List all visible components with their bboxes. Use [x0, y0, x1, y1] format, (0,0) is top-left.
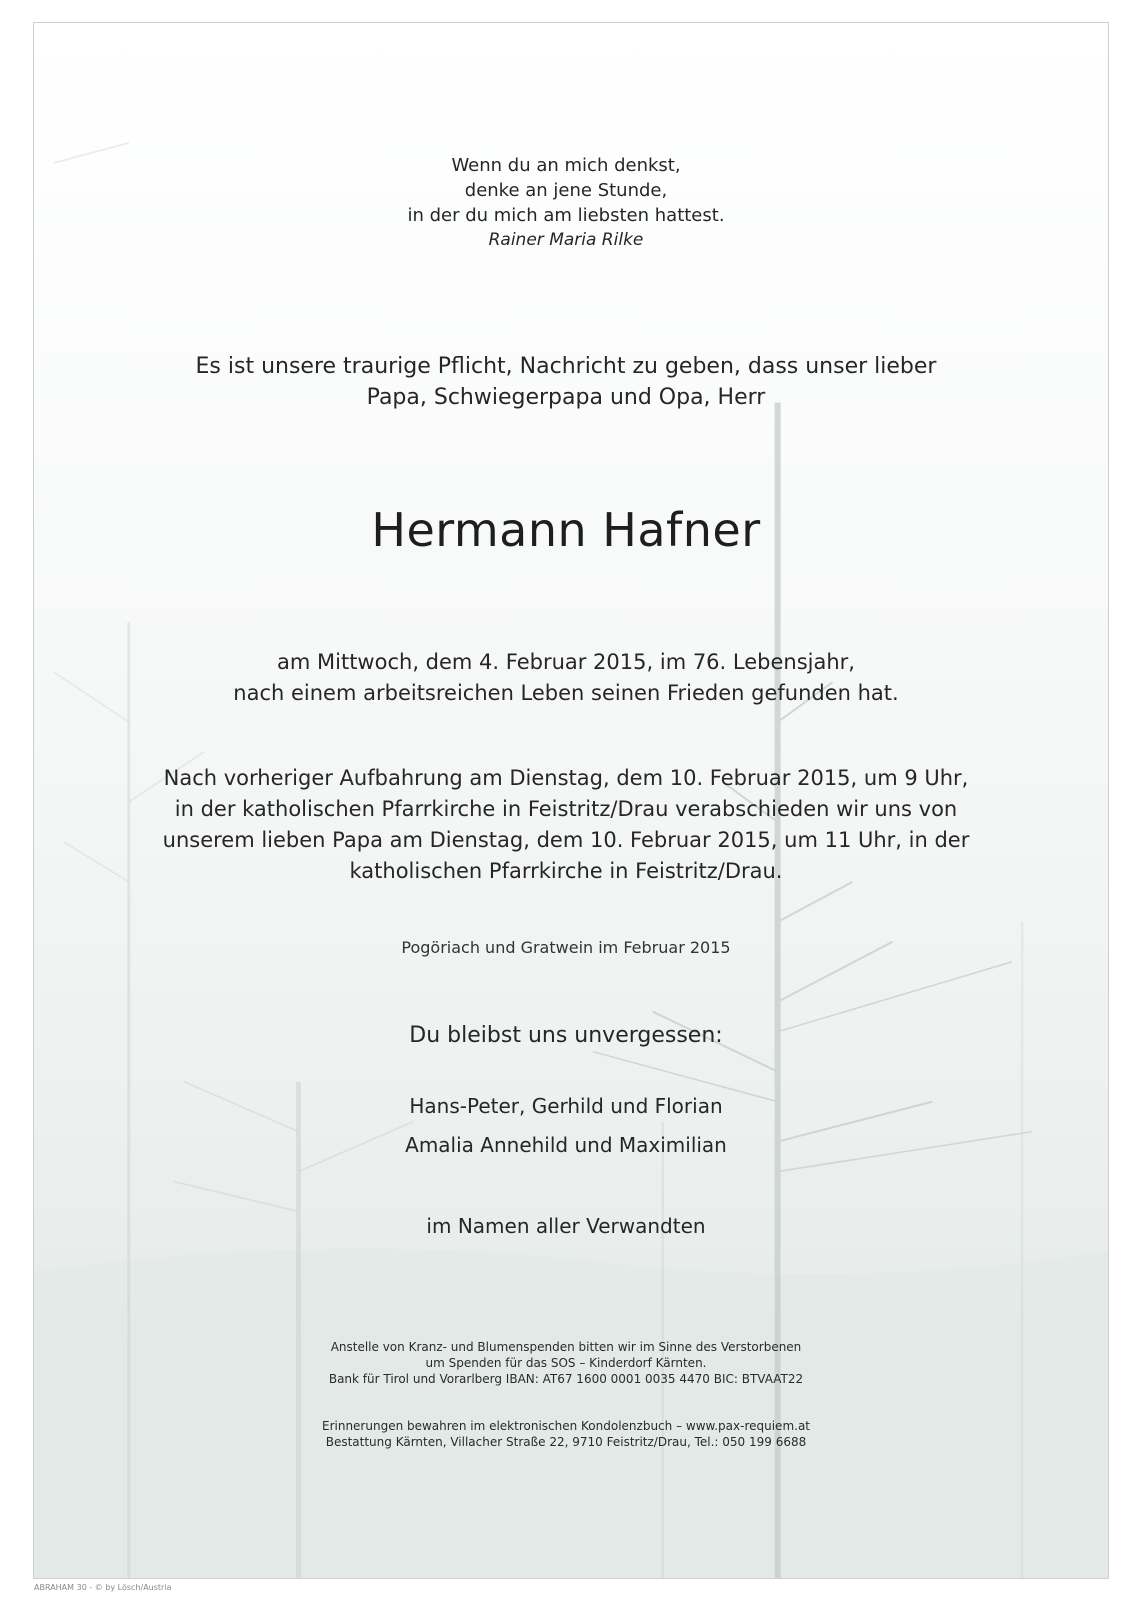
funeral-info-line-2: in der katholischen Pfarrkirche in Feistritz/Drau verabschieden wir uns von: [174, 797, 958, 821]
quote-line-2: denke an jene Stunde,: [464, 180, 668, 201]
funeral-info-line-3: unserem lieben Papa am Dienstag, dem 10. Februar 2015, um 11 Uhr, in der: [162, 828, 970, 852]
quote-line-1: Wenn du an mich denkst,: [451, 155, 681, 176]
relatives-line: im Namen aller Verwandten: [426, 1214, 706, 1238]
publisher-mark: ABRAHAM 30 - © by Lösch/Austria: [34, 1583, 172, 1592]
family-line-2: Amalia Annehild und Maximilian: [405, 1133, 727, 1157]
intro-line-2: Papa, Schwiegerpapa und Opa, Herr: [366, 385, 766, 410]
donation-line-3: Bank für Tirol und Vorarlberg IBAN: AT67 1600 0001 0035 4470 BIC: BTVAAT22: [328, 1372, 804, 1386]
donation-line-2: um Spenden für das SOS – Kinderdorf Kärnten.: [425, 1356, 707, 1370]
deceased-name: Hermann Hafner: [371, 503, 761, 557]
family-line-1: Hans-Peter, Gerhild und Florian: [409, 1094, 723, 1118]
funeral-info-line-1: Nach vorheriger Aufbahrung am Dienstag, dem 10. Februar 2015, um 9 Uhr,: [163, 766, 969, 790]
death-notice-line-2: nach einem arbeitsreichen Leben seinen Frieden gefunden hat.: [233, 681, 899, 705]
intro-line-1: Es ist unsere traurige Pflicht, Nachricht zu geben, dass unser lieber: [195, 354, 937, 379]
quote-line-3: in der du mich am liebsten hattest.: [407, 205, 725, 226]
funeral-info-line-4: katholischen Pfarrkirche in Feistritz/Drau.: [349, 859, 783, 883]
contact-line-1: Erinnerungen bewahren im elektronischen Kondolenzbuch – www.pax-requiem.at: [321, 1419, 811, 1433]
donation-line-1: Anstelle von Kranz- und Blumenspenden bitten wir im Sinne des Verstorbenen: [330, 1340, 802, 1354]
quote-author: Rainer Maria Rilke: [488, 230, 644, 250]
remembrance-heading: Du bleibst uns unvergessen:: [409, 1023, 723, 1048]
place-date: Pogöriach und Gratwein im Februar 2015: [401, 938, 731, 957]
contact-line-2: Bestattung Kärnten, Villacher Straße 22, 9710 Feistritz/Drau, Tel.: 050 199 6688: [325, 1435, 807, 1449]
death-notice-line-1: am Mittwoch, dem 4. Februar 2015, im 76. Lebensjahr,: [277, 650, 855, 674]
